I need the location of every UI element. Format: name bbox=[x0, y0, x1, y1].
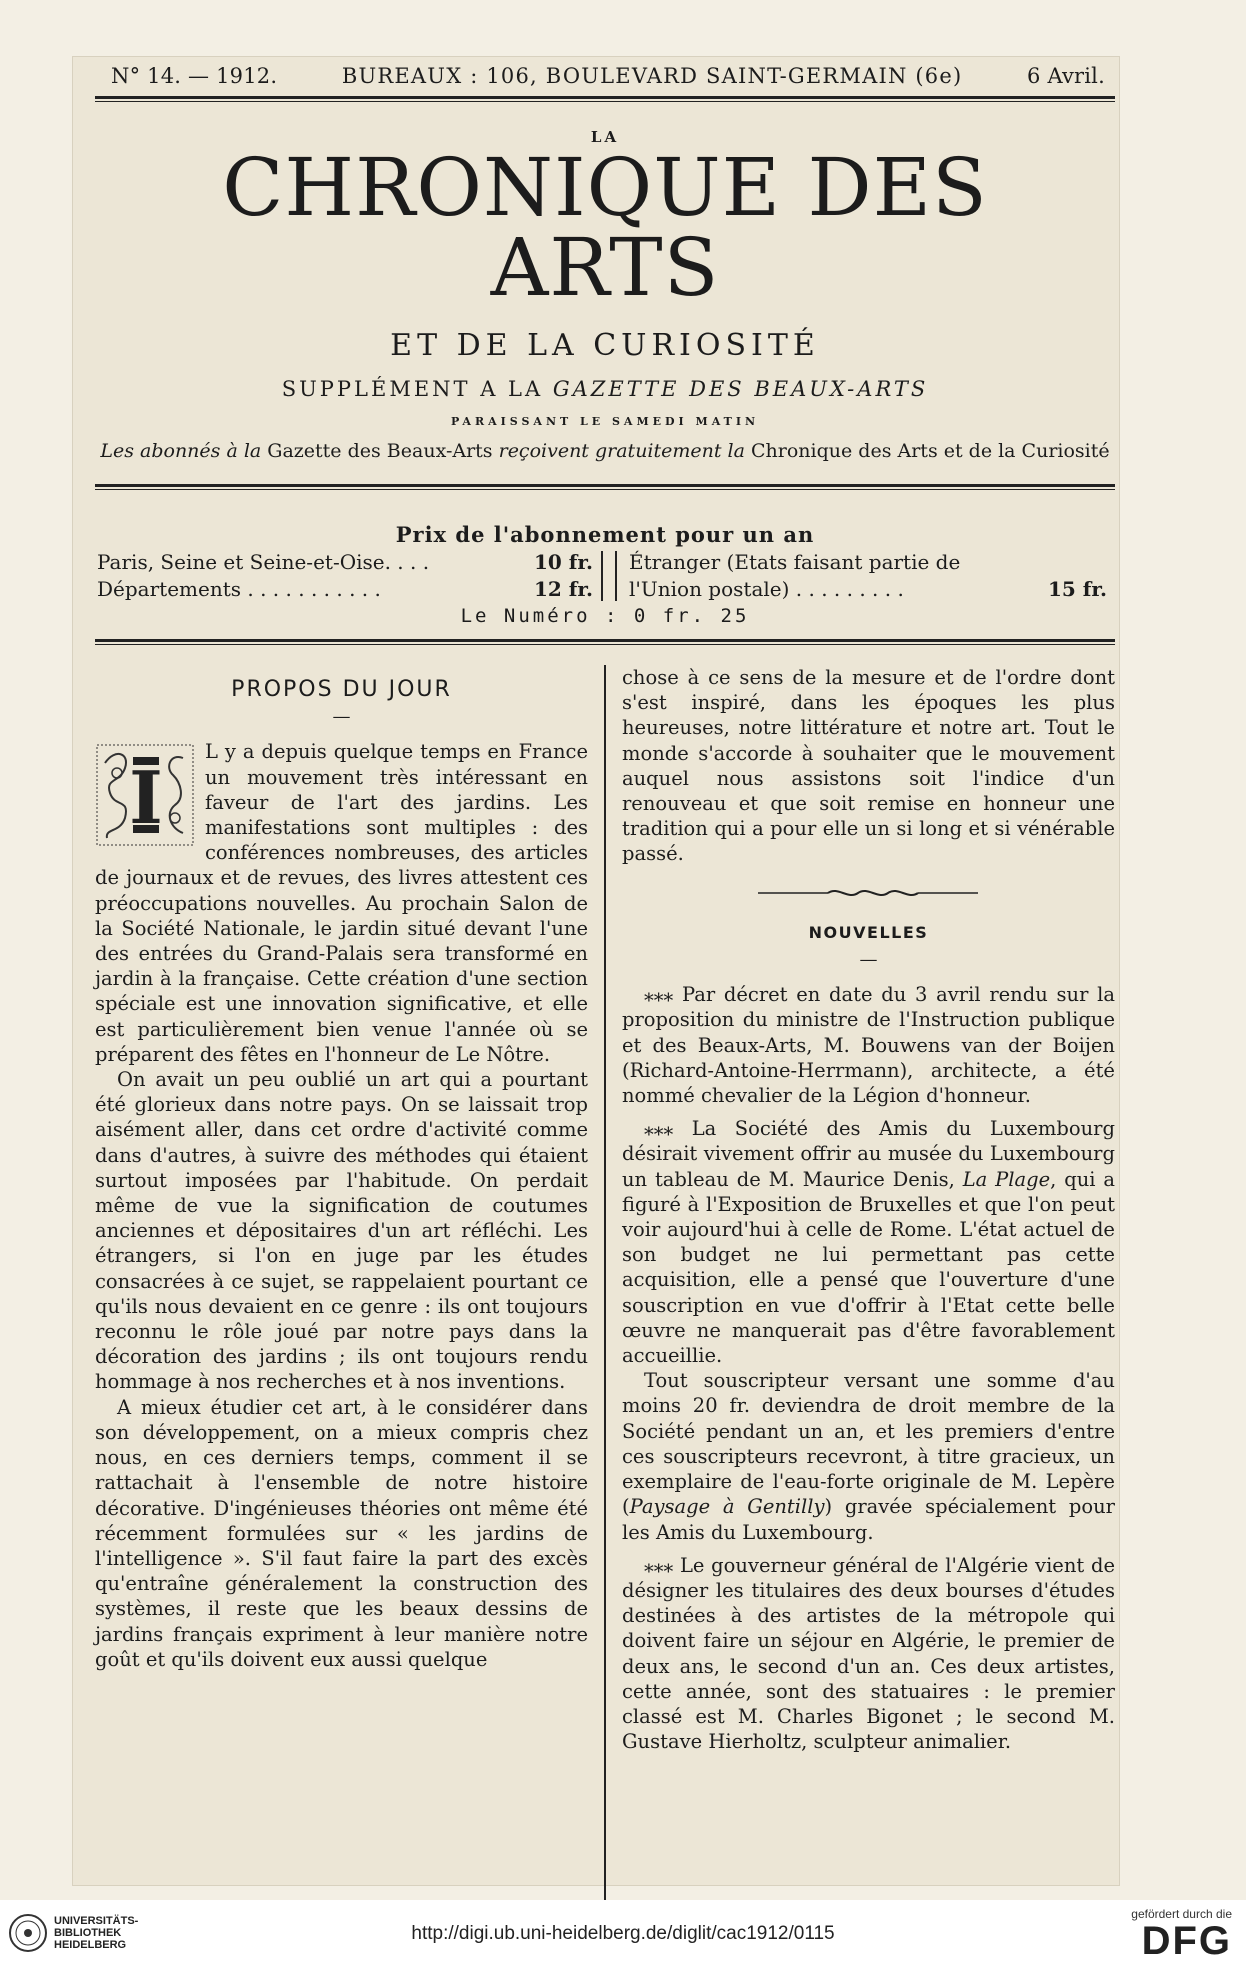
price-value: 10 fr. bbox=[533, 550, 593, 574]
price-value: 15 fr. bbox=[1047, 577, 1107, 601]
price-label: l'Union postale) . . . . . . . . . bbox=[629, 577, 904, 601]
artwork-title: Paysage à Gentilly bbox=[629, 1495, 825, 1519]
price-row bbox=[97, 549, 593, 576]
masthead-rule bbox=[95, 484, 1115, 490]
artwork-title: La Plage bbox=[962, 1167, 1051, 1191]
price-label: Paris, Seine et Seine-et-Oise. . . . bbox=[97, 550, 430, 574]
bureaux-address: BUREAUX : 106, BOULEVARD SAINT-GERMAIN (6e) bbox=[341, 64, 963, 88]
news-text: ⁎⁎⁎ La Société des Amis du Luxembourg désirait vivement offrir au musée du Luxembourg un tableau de M. Maurice Denis, bbox=[621, 1117, 1115, 1191]
prices-divider bbox=[601, 551, 617, 601]
price-row bbox=[629, 576, 1107, 603]
first-paragraph-wrap bbox=[95, 739, 588, 1067]
publication-schedule: PARAISSANT LE SAMEDI MATIN bbox=[450, 415, 760, 428]
masthead-article: LA bbox=[590, 128, 620, 146]
prices-foreign bbox=[625, 549, 1115, 603]
news-item: ⁎⁎⁎ Par décret en date du 3 avril rendu sur la proposition du ministre de l'Instruction publique et des Beaux-Arts, M. Bouwens van der Boijen (Richard-Antoine-Herrmann), architecte, a été nommé chevalier de la Légion d'honneur. bbox=[621, 983, 1115, 1108]
masthead-subtitle: ET DE LA CURIOSITÉ bbox=[390, 328, 820, 363]
header-rule bbox=[95, 96, 1115, 102]
header-line bbox=[95, 64, 1115, 88]
price-label: Étranger (Etats faisant partie de bbox=[629, 550, 961, 574]
source-url[interactable]: http://digi.ub.uni-heidelberg.de/diglit/cac1912/0115 bbox=[411, 1923, 835, 1944]
news-item: ⁎⁎⁎ Le gouverneur général de l'Algérie vient de désigner les titulaires des deux bourses d'études destinées à des artistes de la métropole qui doivent faire un séjour en Algérie, le premier de deux ans, le second d'un an. Ces deux artistes, cette année, sont des statuaires : le premier classé est M. Charles Bigonet ; le second M. Gustave Hierholtz, sculpteur animalier. bbox=[621, 1553, 1115, 1754]
news-item bbox=[622, 1368, 1115, 1544]
prices-domestic bbox=[95, 549, 593, 603]
library-name-line: BIBLIOTHEK bbox=[54, 1927, 122, 1939]
price-row bbox=[629, 549, 1107, 576]
prices-rule bbox=[95, 639, 1115, 645]
digitization-footer bbox=[0, 1905, 1246, 1968]
library-name-line: UNIVERSITÄTS- bbox=[54, 1915, 139, 1927]
subscribers-note bbox=[95, 440, 1115, 462]
subscription-prices bbox=[95, 512, 1115, 627]
title-dash: — bbox=[332, 706, 351, 728]
article-paragraph: A mieux étudier cet art, à le considérer dans son développement, on a mieux compris chez nous, en ces derniers temps, comment il se rattachait à l'ensemble de notre histoire décorative. D'ingénieuses théories ont même été récemment formulées sur « les jardins de l'intelligence ». S'il faut faire la part des excès qu'entraîne généralement la construction des systèmes, il reste que les beaux dessins de jardins français expriment à leur manière notre goût et qu'ils doivent eux aussi quelque bbox=[95, 1395, 588, 1671]
subscribers-note-part: Les abonnés à la bbox=[100, 440, 262, 462]
page-content bbox=[95, 64, 1115, 1900]
section-title-propos: PROPOS DU JOUR bbox=[231, 677, 452, 702]
library-name-line: HEIDELBERG bbox=[54, 1939, 127, 1951]
article-paragraph: chose à ce sens de la mesure et de l'ordre dont s'est inspiré, dans les époques les plus heureuses, notre littérature et notre art. Tout le monde s'accorde à souhaiter que le mouvement auquel nous assistons soit l'indice d'un renouveau et que soit remise en honneur une tradition qui a pour elle un si long et si vénérable passé. bbox=[621, 666, 1115, 866]
subscribers-note-part: reçoivent gratuitement la bbox=[498, 440, 745, 462]
issue-number: N° 14. — 1912. bbox=[111, 64, 278, 88]
prices-grid bbox=[95, 549, 1115, 603]
supplement-line bbox=[95, 377, 1115, 401]
single-issue-price: Le Numéro : 0 fr. 25 bbox=[460, 605, 750, 627]
masthead-title: CHRONIQUE DES ARTS bbox=[222, 141, 988, 314]
subscribers-note-part: Gazette des Beaux-Arts bbox=[267, 440, 493, 462]
price-row bbox=[97, 576, 593, 603]
left-column bbox=[95, 665, 600, 1900]
dfg-logo: DFG bbox=[1141, 1919, 1232, 1963]
news-text: ) gravée spécialement pour les Amis du Luxembourg. bbox=[621, 1495, 1115, 1544]
issue-date: 6 Avril. bbox=[1027, 64, 1105, 88]
funding-label: gefördert durch die bbox=[1131, 1907, 1232, 1921]
right-column bbox=[616, 665, 1115, 1900]
news-item bbox=[622, 1116, 1115, 1368]
article-columns bbox=[95, 665, 1115, 1900]
news-text: Tout souscripteur versant une somme d'au moins 20 fr. deviendra de droit membre de la Société pendant un an, et les premiers d'entre ces souscripteurs recevront, à titre gracieux, un exemplaire de l'eau-forte originale de M. Lepère ( bbox=[621, 1369, 1115, 1519]
price-value: 12 fr. bbox=[533, 577, 593, 601]
supplement-prefix: SUPPLÉMENT A LA bbox=[281, 377, 544, 401]
subscribers-note-part: Chronique des Arts et de la Curiosité bbox=[751, 440, 1110, 462]
ornament-divider-icon bbox=[622, 881, 1115, 906]
section-title-nouvelles: NOUVELLES bbox=[808, 922, 929, 942]
column-divider bbox=[604, 665, 606, 1900]
funding-credit bbox=[1131, 1907, 1232, 1961]
supplement-gazette: GAZETTE DES BEAUX-ARTS bbox=[552, 377, 929, 401]
article-paragraph: On avait un peu oublié un art qui a pourtant été glorieux dans notre pays. On se laissait trop aisément aller, dans cet ordre d'activité comme dans d'autres, à suivre des méthodes qui étaient surtout imposées par l'habitude. On perdait même de vue la signification de coutumes anciennes et dépositaires d'un art réfléchi. Les étrangers, si l'on en juge par les études consacrées à ce sujet, se rappelaient pourtant ce qu'ils nous devaient en ce genre : ils ont toujours reconnu le rôle joué par notre pays dans la décoration des jardins ; ils ont toujours rendu hommage à nos recherches et à nos inventions. bbox=[95, 1068, 588, 1394]
title-dash: — bbox=[859, 949, 878, 971]
price-label: Départements . . . . . . . . . . . bbox=[97, 577, 381, 601]
prices-title: Prix de l'abonnement pour un an bbox=[395, 522, 815, 547]
ornamental-dropcap-icon bbox=[95, 743, 195, 847]
news-text: , qui a figuré à l'Exposition de Bruxelles et que l'on peut voir aujourd'hui à celle de Rome. L'état actuel de son budget ne lui permettant pas cette acquisition, elle a pensé que l'ouverture d'une souscription en vue d'offrir à l'Etat cette belle œuvre ne manquerait pas d'être favorablement accueillie. bbox=[621, 1167, 1115, 1368]
article-paragraph: L y a depuis quelque temps en France un mouvement très intéressant en faveur de l'art des jardins. Les manifestations sont multiples : des conférences nombreuses, des articles de journaux et de revues, des livres attestent ces préoccupations nouvelles. Au prochain Salon de la Société Nationale, le jardin situé devant l'une des entrées du Grand-Palais sera transformé en jardin à la française. Cette création d'une section spéciale est une innovation significative, et elle est particulièrement bien venue l'année où se préparent des fêtes en l'honneur de Le Nôtre. bbox=[95, 740, 588, 1066]
dropcap-letter: I bbox=[129, 755, 163, 841]
